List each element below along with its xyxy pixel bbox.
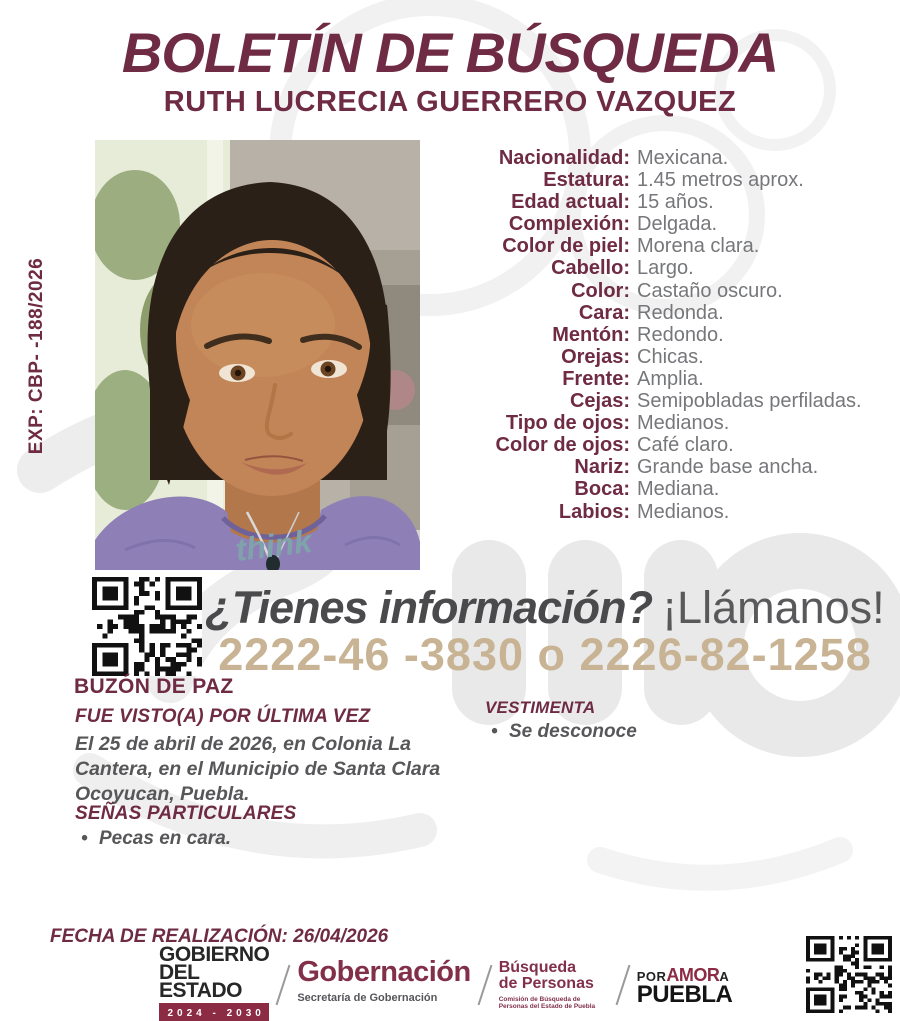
- detail-row: [450, 324, 900, 346]
- detail-row: [450, 390, 900, 412]
- person-photo: [95, 140, 420, 570]
- detail-label: Mentón:: [552, 323, 630, 346]
- footer-qr-code: [806, 936, 892, 1013]
- svg-text:think: think: [233, 522, 314, 568]
- detail-row: [450, 302, 900, 324]
- detail-row: [450, 213, 900, 235]
- detail-row: [450, 412, 900, 434]
- gobernacion-subtitle: Secretaría de Gobernación: [297, 992, 438, 1004]
- brand-por: POR: [636, 969, 667, 984]
- footer-logos: [146, 942, 733, 1019]
- detail-value: Mediana.: [637, 478, 720, 501]
- detail-value: 15 años.: [637, 191, 714, 214]
- detail-row: [450, 478, 900, 500]
- brand-a: A: [719, 969, 729, 984]
- clothing-section: [485, 698, 865, 743]
- detail-label: Nariz:: [574, 456, 630, 479]
- detail-value: Amplia.: [637, 367, 704, 390]
- government-years: 2024 - 2030: [159, 1003, 269, 1021]
- marks-section: [75, 803, 465, 850]
- last-seen-heading: FUE VISTO(A) POR ÚLTIMA VEZ: [75, 706, 371, 727]
- brand-puebla: PUEBLA: [636, 981, 733, 1008]
- busqueda-line1: Búsqueda: [498, 959, 577, 976]
- detail-value: Redondo.: [637, 323, 724, 346]
- detail-label: Cabello:: [551, 257, 630, 280]
- detail-value: Grande base ancha.: [637, 456, 819, 479]
- detail-row: [450, 169, 900, 191]
- detail-value: Delgada.: [637, 213, 718, 236]
- detail-label: Cara:: [578, 301, 630, 324]
- detail-row: [450, 456, 900, 478]
- detail-value: Castaño oscuro.: [637, 279, 783, 302]
- detail-label: Boca:: [574, 478, 630, 501]
- detail-label: Orejas:: [561, 345, 630, 368]
- government-line2: DEL ESTADO: [159, 960, 242, 1002]
- missing-person-name: RUTH LUCRECIA GUERRERO VAZQUEZ: [163, 86, 737, 118]
- detail-row: [450, 147, 900, 169]
- detail-label: Frente:: [562, 367, 630, 390]
- detail-row: [450, 368, 900, 390]
- detail-label: Color de ojos:: [495, 434, 630, 457]
- page-title: BOLETÍN DE BÚSQUEDA: [121, 21, 779, 84]
- government-line1: GOBIERNO: [159, 942, 270, 966]
- clothing-item: • Se desconoce: [509, 721, 865, 743]
- gobernacion-logo: [297, 956, 471, 1011]
- details-list: [450, 147, 900, 523]
- creation-date: FECHA DE REALIZACIÓN: 26/04/2026: [50, 926, 389, 947]
- buzon-de-paz-label: BUZÓN DE PAZ: [74, 675, 234, 698]
- detail-label: Color de piel:: [502, 235, 630, 258]
- detail-label: Tipo de ojos:: [505, 412, 630, 435]
- gobernacion-title: Gobernación: [297, 956, 471, 988]
- detail-label: Edad actual:: [511, 191, 630, 214]
- detail-value: 1.45 metros aprox.: [637, 169, 804, 192]
- detail-row: [450, 434, 900, 456]
- brand-amor: AMOR: [666, 965, 720, 985]
- detail-label: Estatura:: [543, 169, 630, 192]
- detail-row: [450, 257, 900, 279]
- detail-value: Chicas.: [637, 345, 704, 368]
- detail-value: Medianos.: [637, 412, 730, 435]
- call-to-action: ¡Llámanos!: [662, 582, 885, 633]
- puebla-brand: [636, 965, 733, 1008]
- government-logo: [159, 942, 270, 1021]
- info-question: ¿Tienes información?: [205, 582, 653, 633]
- detail-row: [450, 501, 900, 523]
- divider: [615, 965, 630, 1006]
- marks-item: • Pecas en cara.: [99, 828, 465, 850]
- last-seen-section: [75, 706, 465, 807]
- divider: [477, 965, 492, 1006]
- detail-row: [450, 191, 900, 213]
- qr-code: [92, 577, 202, 676]
- divider: [276, 965, 291, 1006]
- detail-value: Morena clara.: [637, 235, 760, 258]
- busqueda-logo: [499, 960, 609, 1010]
- detail-value: Medianos.: [637, 500, 730, 523]
- detail-row: [450, 235, 900, 257]
- detail-label: Labios:: [558, 500, 630, 523]
- busqueda-line2: de Personas: [498, 975, 594, 992]
- detail-value: Redonda.: [637, 301, 724, 324]
- file-number: EXP: CBP- -188/2026: [26, 257, 47, 455]
- detail-label: Nacionalidad:: [498, 147, 630, 169]
- last-seen-text: El 25 de abril de 2026, en Colonia La Cantera, en el Municipio de Santa Clara Ocoyucan, Puebla.: [75, 733, 441, 805]
- marks-heading: SEÑAS PARTICULARES: [75, 803, 297, 824]
- detail-label: Cejas:: [569, 390, 630, 413]
- busqueda-subtitle: Comisión de Búsqueda de Personas del Estado de Puebla: [498, 996, 596, 1010]
- detail-value: Largo.: [637, 257, 694, 280]
- detail-value: Semipobladas perfiladas.: [637, 390, 862, 413]
- phone-numbers: 2222-46 -3830 o 2226-82-1258: [218, 629, 872, 680]
- detail-label: Color:: [571, 279, 630, 302]
- clothing-heading: VESTIMENTA: [485, 698, 596, 717]
- detail-row: [450, 346, 900, 368]
- detail-label: Complexión:: [508, 213, 630, 236]
- detail-row: [450, 280, 900, 302]
- detail-value: Mexicana.: [637, 147, 729, 169]
- detail-value: Café claro.: [637, 434, 734, 457]
